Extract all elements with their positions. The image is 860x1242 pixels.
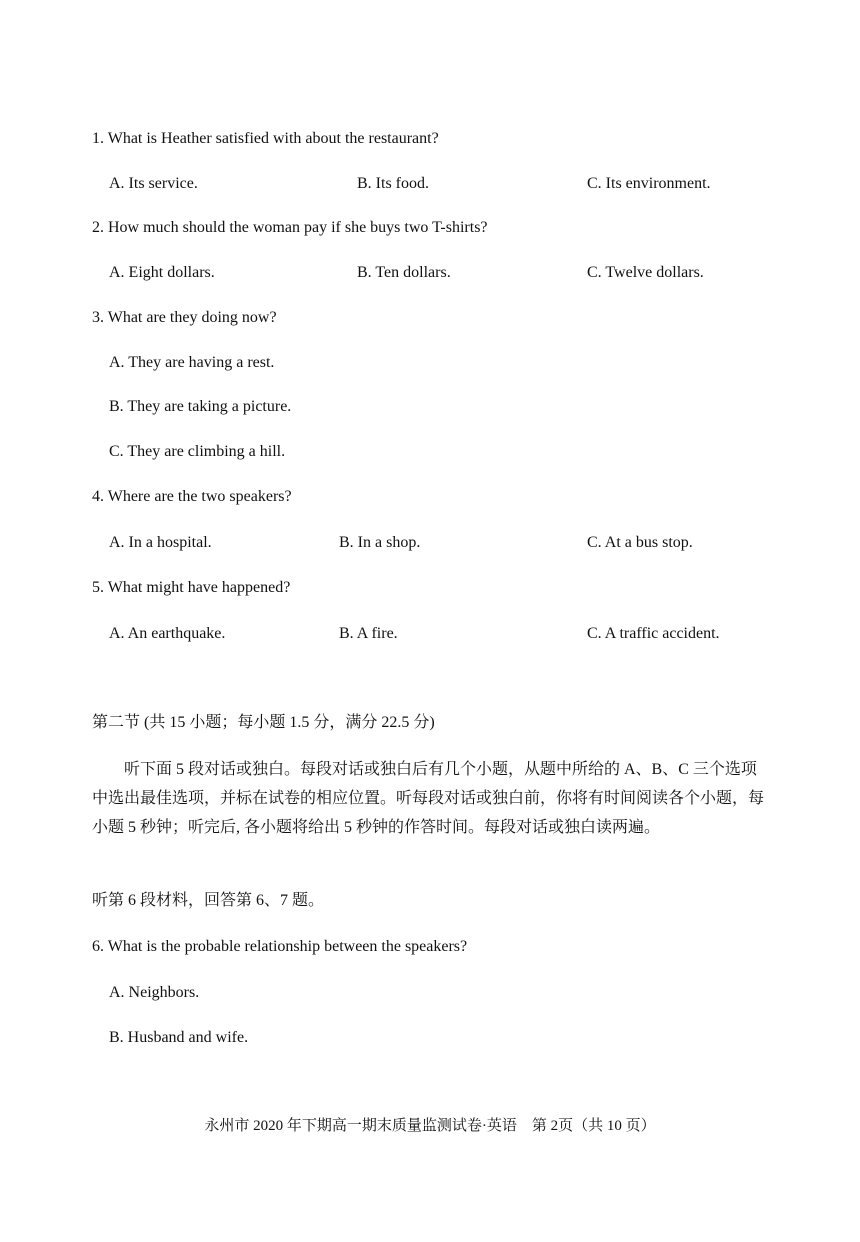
- question-1-option-c: C. Its environment.: [587, 175, 711, 192]
- question-2-stem: 2. How much should the woman pay if she buys two T-shirts?: [92, 219, 488, 236]
- question-5-option-c: C. A traffic accident.: [587, 625, 720, 642]
- section-2-heading: 第二节 (共 15 小题；每小题 1.5 分，满分 22.5 分): [92, 714, 435, 731]
- question-4-stem: 4. Where are the two speakers?: [92, 488, 292, 505]
- question-2-option-c: C. Twelve dollars.: [587, 264, 704, 281]
- page-footer: 永州市 2020 年下期高一期末质量监测试卷·英语 第 2页（共 10 页）: [204, 1118, 656, 1134]
- section-2-instructions: 听下面 5 段对话或独白。每段对话或独白后有几个小题，从题中所给的 A、B、C 三个选项中选出最佳选项，并标在试卷的相应位置。听每段对话或独白前，你将有时间阅读各个小题，每小题 5 秒钟；听完后, 各小题将给出 5 秒钟的作答时间。每段对话或独白读两遍。: [92, 761, 765, 836]
- question-6-option-a: A. Neighbors.: [109, 984, 200, 1001]
- question-4-option-c: C. At a bus stop.: [587, 534, 693, 551]
- question-1-stem: 1. What is Heather satisfied with about the restaurant?: [92, 130, 439, 147]
- material-6-prompt: 听第 6 段材料，回答第 6、7 题。: [92, 892, 325, 909]
- question-4-option-b: B. In a shop.: [339, 534, 421, 551]
- question-4-option-a: A. In a hospital.: [109, 534, 212, 551]
- question-3-option-c: C. They are climbing a hill.: [109, 443, 286, 460]
- question-5-option-b: B. A fire.: [339, 625, 398, 642]
- question-1-option-a: A. Its service.: [109, 175, 198, 192]
- question-1-option-b: B. Its food.: [357, 175, 429, 192]
- question-6-stem: 6. What is the probable relationship between the speakers?: [92, 938, 468, 955]
- question-3-option-b: B. They are taking a picture.: [109, 398, 292, 415]
- question-5-stem: 5. What might have happened?: [92, 579, 291, 596]
- question-2-option-b: B. Ten dollars.: [357, 264, 451, 281]
- question-3-option-a: A. They are having a rest.: [109, 354, 275, 371]
- question-6-option-b: B. Husband and wife.: [109, 1029, 249, 1046]
- question-5-option-a: A. An earthquake.: [109, 625, 226, 642]
- question-3-stem: 3. What are they doing now?: [92, 309, 277, 326]
- question-2-option-a: A. Eight dollars.: [109, 264, 215, 281]
